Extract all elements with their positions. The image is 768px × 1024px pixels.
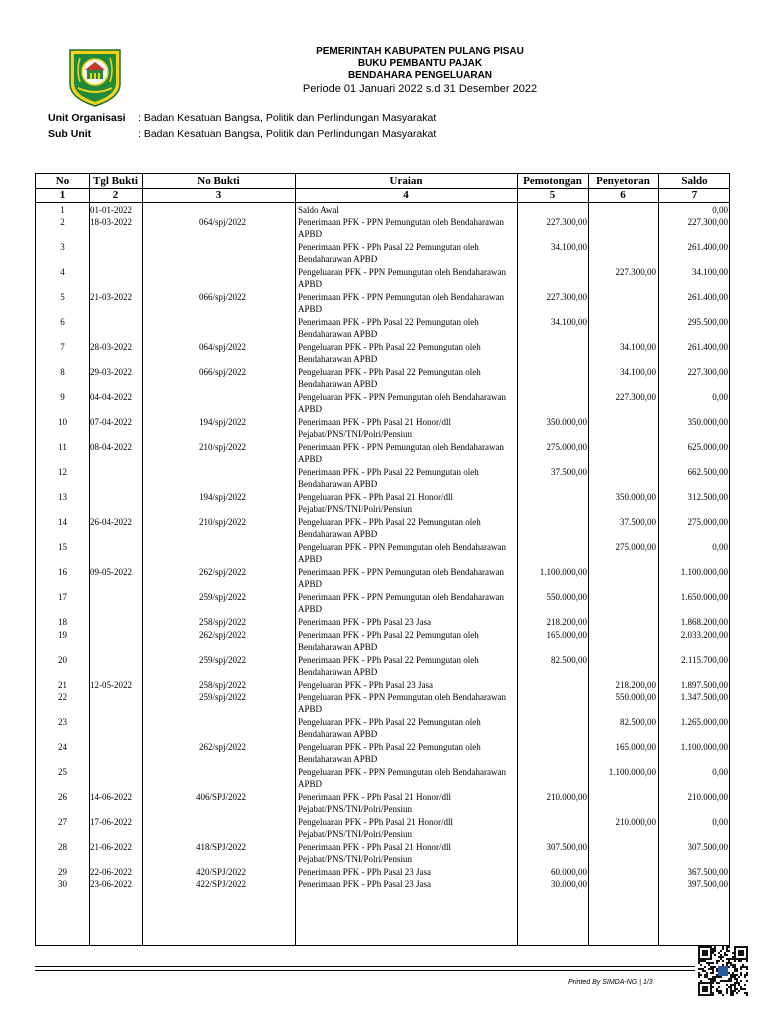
cell-saldo: 34.100,00 [692, 267, 728, 278]
cell-pen: 34.100,00 [620, 342, 656, 353]
cell-tgl: 29-03-2022 [90, 367, 132, 378]
cell-pem: 165.000,00 [546, 629, 587, 640]
printed-by: Printed By SIMDA-NG | 1/3 [568, 979, 653, 986]
table-row [36, 204, 729, 216]
table-row [36, 591, 729, 616]
cell-uraian: Saldo Awal [298, 205, 339, 215]
cell-tgl: 21-06-2022 [90, 841, 132, 852]
cell-nobukti: 406/SPJ/2022 [195, 791, 246, 802]
cell-uraian: Penerimaan PFK - PPh Pasal 23 Jasa [298, 866, 431, 877]
cell-no: 2 [60, 217, 65, 228]
document-header [220, 46, 620, 96]
cell-pen: 37.500,00 [620, 517, 656, 528]
cell-pem: 34.100,00 [551, 242, 587, 253]
cell-no: 19 [58, 629, 67, 640]
cell-saldo: 0,00 [712, 816, 728, 827]
cell-uraian: Pengeluaran PFK - PPh Pasal 22 Pemungutan oleh Bendaharawan APBD [298, 716, 481, 739]
cell-saldo: 1.100.000,00 [680, 741, 728, 752]
table-row [36, 541, 729, 566]
table-row [36, 878, 729, 890]
table-row [36, 791, 729, 816]
cell-uraian: Penerimaan PFK - PPN Pemungutan oleh Bendaharawan APBD [298, 592, 504, 615]
cell-no: 7 [60, 342, 65, 353]
cell-saldo: 0,00 [712, 766, 728, 777]
cell-saldo: 227.300,00 [687, 367, 728, 378]
cell-pem: 37.500,00 [551, 467, 587, 478]
cell-saldo: 261.400,00 [687, 342, 728, 353]
cell-no: 16 [58, 567, 67, 578]
cell-nobukti: 064/spj/2022 [198, 217, 246, 228]
cell-pem: 218.200,00 [546, 617, 587, 628]
th-num-1: 1 [59, 189, 66, 201]
cell-tgl: 14-06-2022 [90, 791, 132, 802]
cell-nobukti: 262/spj/2022 [198, 741, 246, 752]
cell-uraian: Penerimaan PFK - PPh Pasal 23 Jasa [298, 879, 431, 890]
cell-no: 20 [58, 654, 67, 665]
cell-pen: 1.100.000,00 [608, 766, 656, 777]
cell-saldo: 0,00 [712, 542, 728, 553]
table-body [36, 204, 729, 890]
th-num-7: 7 [691, 189, 698, 201]
cell-no: 18 [58, 617, 67, 628]
table-row [36, 391, 729, 416]
cell-uraian: Penerimaan PFK - PPh Pasal 21 Honor/dll Pejabat/PNS/TNI/Polri/Pensiun [298, 417, 451, 440]
table-row [36, 679, 729, 691]
cell-no: 1 [60, 205, 65, 215]
cell-pen: 350.000,00 [615, 492, 656, 503]
cell-nobukti: 259/spj/2022 [198, 654, 246, 665]
cell-pen: 550.000,00 [615, 691, 656, 702]
table-row [36, 216, 729, 241]
table-row [36, 716, 729, 741]
cell-no: 17 [58, 592, 67, 603]
cell-tgl: 26-04-2022 [90, 517, 132, 528]
header-book-title: BUKU PEMBANTU PAJAK [357, 58, 483, 69]
cell-no: 23 [58, 716, 67, 727]
cell-no: 25 [58, 766, 67, 777]
cell-pem: 227.300,00 [546, 217, 587, 228]
tax-ledger-table [35, 173, 730, 946]
cell-no: 10 [58, 417, 67, 428]
table-row [36, 766, 729, 791]
cell-uraian: Pengeluaran PFK - PPh Pasal 23 Jasa [298, 679, 433, 690]
cell-uraian: Pengeluaran PFK - PPN Pemungutan oleh Bendaharawan APBD [298, 766, 506, 789]
cell-uraian: Pengeluaran PFK - PPN Pemungutan oleh Bendaharawan APBD [298, 691, 506, 714]
th-pemotongan: Pemotongan [523, 175, 582, 187]
th-num-4: 4 [403, 189, 409, 201]
cell-pen: 82.500,00 [620, 716, 656, 727]
cell-tgl: 17-06-2022 [90, 816, 132, 827]
cell-pem: 1.100.000,00 [539, 567, 587, 578]
table-row [36, 566, 729, 591]
cell-pen: 218.200,00 [615, 679, 656, 690]
cell-tgl: 21-03-2022 [90, 292, 132, 303]
cell-saldo: 1.897.500,00 [680, 679, 728, 690]
table-row [36, 466, 729, 491]
cell-nobukti: 066/spj/2022 [198, 367, 246, 378]
cell-tgl: 12-05-2022 [90, 679, 132, 690]
th-num-6: 6 [620, 189, 626, 201]
th-uraian: Uraian [389, 175, 423, 187]
table-row [36, 741, 729, 766]
cell-uraian: Penerimaan PFK - PPh Pasal 22 Pemungutan oleh Bendaharawan APBD [298, 242, 479, 265]
cell-saldo: 1.347.500,00 [680, 691, 728, 702]
th-no-bukti: No Bukti [197, 175, 240, 187]
cell-uraian: Penerimaan PFK - PPN Pemungutan oleh Bendaharawan APBD [298, 217, 504, 240]
cell-saldo: 0,00 [712, 205, 728, 215]
cell-no: 21 [58, 679, 67, 690]
cell-saldo: 312.500,00 [687, 492, 728, 503]
table-row [36, 691, 729, 716]
cell-no: 14 [58, 517, 67, 528]
cell-no: 26 [58, 791, 67, 802]
cell-pen: 210.000,00 [615, 816, 656, 827]
cell-uraian: Penerimaan PFK - PPh Pasal 22 Pemungutan oleh Bendaharawan APBD [298, 654, 479, 677]
cell-no: 30 [58, 879, 67, 890]
table-row [36, 291, 729, 316]
cell-nobukti: 422/SPJ/2022 [195, 879, 246, 890]
cell-uraian: Pengeluaran PFK - PPh Pasal 22 Pemungutan oleh Bendaharawan APBD [298, 517, 481, 540]
cell-no: 8 [60, 367, 65, 378]
cell-saldo: 367.500,00 [687, 866, 728, 877]
footer-rule [35, 970, 695, 971]
table-row [36, 816, 729, 841]
th-tgl-bukti: Tgl Bukti [93, 175, 138, 187]
cell-pen: 165.000,00 [615, 741, 656, 752]
cell-tgl: 08-04-2022 [90, 442, 132, 453]
footer-rule [35, 966, 695, 967]
cell-saldo: 261.400,00 [687, 292, 728, 303]
cell-nobukti: 210/spj/2022 [198, 517, 246, 528]
sub-unit-label: Sub Unit [48, 128, 92, 140]
cell-uraian: Penerimaan PFK - PPN Pemungutan oleh Bendaharawan APBD [298, 442, 504, 465]
cell-pen: 34.100,00 [620, 367, 656, 378]
cell-uraian: Pengeluaran PFK - PPh Pasal 22 Pemungutan oleh Bendaharawan APBD [298, 741, 481, 764]
cell-nobukti: 262/spj/2022 [198, 629, 246, 640]
cell-no: 9 [60, 392, 65, 403]
th-no: No [55, 175, 70, 187]
cell-nobukti: 262/spj/2022 [198, 567, 246, 578]
cell-nobukti: 258/spj/2022 [198, 679, 246, 690]
table-row [36, 841, 729, 866]
cell-saldo: 397.500,00 [687, 879, 728, 890]
cell-saldo: 307.500,00 [687, 841, 728, 852]
cell-uraian: Penerimaan PFK - PPh Pasal 22 Pemungutan oleh Bendaharawan APBD [298, 317, 479, 340]
cell-pem: 227.300,00 [546, 292, 587, 303]
cell-tgl: 09-05-2022 [90, 567, 132, 578]
table-row [36, 491, 729, 516]
cell-saldo: 227.300,00 [687, 217, 728, 228]
cell-nobukti: 210/spj/2022 [198, 442, 246, 453]
cell-no: 22 [58, 691, 67, 702]
table-row [36, 366, 729, 391]
cell-pem: 60.000,00 [551, 866, 587, 877]
table-row [36, 316, 729, 341]
cell-no: 24 [58, 741, 67, 752]
cell-uraian: Pengeluaran PFK - PPN Pemungutan oleh Bendaharawan APBD [298, 542, 506, 565]
cell-no: 3 [60, 242, 65, 253]
cell-uraian: Pengeluaran PFK - PPh Pasal 21 Honor/dll Pejabat/PNS/TNI/Polri/Pensiun [298, 816, 453, 839]
cell-no: 4 [60, 267, 65, 278]
cell-saldo: 2.033.200,00 [680, 629, 728, 640]
table-row [36, 441, 729, 466]
regency-emblem-icon [64, 46, 126, 108]
cell-uraian: Pengeluaran PFK - PPh Pasal 21 Honor/dll Pejabat/PNS/TNI/Polri/Pensiun [298, 492, 453, 515]
cell-no: 28 [58, 841, 67, 852]
cell-tgl: 18-03-2022 [90, 217, 132, 228]
cell-uraian: Pengeluaran PFK - PPh Pasal 22 Pemungutan oleh Bendaharawan APBD [298, 367, 481, 390]
cell-pem: 82.500,00 [551, 654, 587, 665]
cell-no: 29 [58, 866, 67, 877]
cell-no: 15 [58, 542, 67, 553]
th-num-2: 2 [112, 189, 119, 201]
cell-nobukti: 258/spj/2022 [198, 617, 246, 628]
org-info [48, 111, 436, 143]
cell-no: 12 [58, 467, 67, 478]
cell-uraian: Penerimaan PFK - PPN Pemungutan oleh Bendaharawan APBD [298, 292, 504, 315]
table-row [36, 266, 729, 291]
cell-saldo: 350.000,00 [687, 417, 728, 428]
cell-tgl: 22-06-2022 [90, 866, 132, 877]
cell-tgl: 28-03-2022 [90, 342, 132, 353]
table-row [36, 241, 729, 266]
cell-pem: 30.000,00 [551, 879, 587, 890]
cell-pem: 275.000,00 [546, 442, 587, 453]
cell-uraian: Penerimaan PFK - PPh Pasal 22 Pemungutan oleh Bendaharawan APBD [298, 467, 479, 490]
cell-pem: 34.100,00 [551, 317, 587, 328]
cell-no: 5 [60, 292, 65, 303]
header-treasurer: BENDAHARA PENGELUARAN [347, 70, 493, 81]
cell-no: 11 [58, 442, 67, 453]
cell-uraian: Pengeluaran PFK - PPN Pemungutan oleh Bendaharawan APBD [298, 392, 506, 415]
cell-pem: 550.000,00 [546, 592, 587, 603]
cell-saldo: 625.000,00 [687, 442, 728, 453]
cell-pem: 307.500,00 [546, 841, 587, 852]
sub-unit-row [48, 127, 436, 143]
cell-uraian: Penerimaan PFK - PPh Pasal 21 Honor/dll Pejabat/PNS/TNI/Polri/Pensiun [298, 841, 451, 864]
th-num-5: 5 [549, 189, 556, 201]
cell-pen: 275.000,00 [615, 542, 656, 553]
cell-nobukti: 194/spj/2022 [198, 492, 246, 503]
th-penyetoran: Penyetoran [596, 175, 650, 187]
table-row [36, 516, 729, 541]
cell-saldo: 275.000,00 [687, 517, 728, 528]
table-row [36, 416, 729, 441]
unit-organisasi-row [48, 111, 436, 127]
cell-tgl: 07-04-2022 [90, 417, 132, 428]
header-period: Periode 01 Januari 2022 s.d 31 Desember 2022 [302, 83, 538, 95]
cell-pem: 210.000,00 [546, 791, 587, 802]
header-government: PEMERINTAH KABUPATEN PULANG PISAU [316, 46, 524, 57]
th-saldo: Saldo [681, 175, 708, 187]
cell-nobukti: 259/spj/2022 [198, 592, 246, 603]
cell-no: 27 [58, 816, 67, 827]
cell-uraian: Penerimaan PFK - PPh Pasal 22 Pemungutan oleh Bendaharawan APBD [298, 629, 479, 652]
cell-nobukti: 064/spj/2022 [198, 342, 246, 353]
cell-pem: 350.000,00 [546, 417, 587, 428]
qr-code-icon [698, 946, 748, 996]
cell-uraian: Penerimaan PFK - PPh Pasal 23 Jasa [298, 617, 431, 628]
cell-tgl: 01-01-2022 [90, 205, 132, 215]
cell-no: 6 [60, 317, 65, 328]
cell-saldo: 1.868.200,00 [680, 617, 728, 628]
cell-nobukti: 259/spj/2022 [198, 691, 246, 702]
cell-no: 13 [58, 492, 67, 503]
cell-saldo: 210.000,00 [687, 791, 728, 802]
cell-uraian: Penerimaan PFK - PPh Pasal 21 Honor/dll Pejabat/PNS/TNI/Polri/Pensiun [298, 791, 451, 814]
cell-uraian: Pengeluaran PFK - PPh Pasal 22 Pemungutan oleh Bendaharawan APBD [298, 342, 481, 365]
unit-organisasi-label: Unit Organisasi [48, 112, 126, 124]
cell-tgl: 04-04-2022 [90, 392, 132, 403]
cell-tgl: 23-06-2022 [90, 879, 132, 890]
sub-unit-value: : Badan Kesatuan Bangsa, Politik dan Perlindungan Masyarakat [138, 128, 437, 140]
cell-nobukti: 418/SPJ/2022 [195, 841, 246, 852]
cell-saldo: 1.265.000,00 [680, 716, 728, 727]
cell-saldo: 1.650.000,00 [680, 592, 728, 603]
cell-saldo: 1.100.000,00 [680, 567, 728, 578]
cell-saldo: 295.500,00 [687, 317, 728, 328]
th-num-3: 3 [215, 189, 222, 201]
cell-nobukti: 066/spj/2022 [198, 292, 246, 303]
cell-uraian: Pengeluaran PFK - PPN Pemungutan oleh Bendaharawan APBD [298, 267, 506, 290]
cell-uraian: Penerimaan PFK - PPN Pemungutan oleh Bendaharawan APBD [298, 567, 504, 590]
unit-organisasi-value: : Badan Kesatuan Bangsa, Politik dan Perlindungan Masyarakat [138, 112, 437, 124]
table-row [36, 654, 729, 679]
cell-pen: 227.300,00 [615, 392, 656, 403]
cell-nobukti: 420/SPJ/2022 [195, 866, 246, 877]
cell-pen: 227.300,00 [615, 267, 656, 278]
cell-nobukti: 194/spj/2022 [198, 417, 246, 428]
cell-saldo: 0,00 [712, 392, 728, 403]
header-divider [36, 202, 729, 203]
table-row [36, 616, 729, 628]
cell-saldo: 261.400,00 [687, 242, 728, 253]
cell-saldo: 662.500,00 [687, 467, 728, 478]
table-row [36, 341, 729, 366]
table-row [36, 866, 729, 878]
cell-saldo: 2.115.700,00 [681, 654, 728, 665]
table-row [36, 629, 729, 654]
